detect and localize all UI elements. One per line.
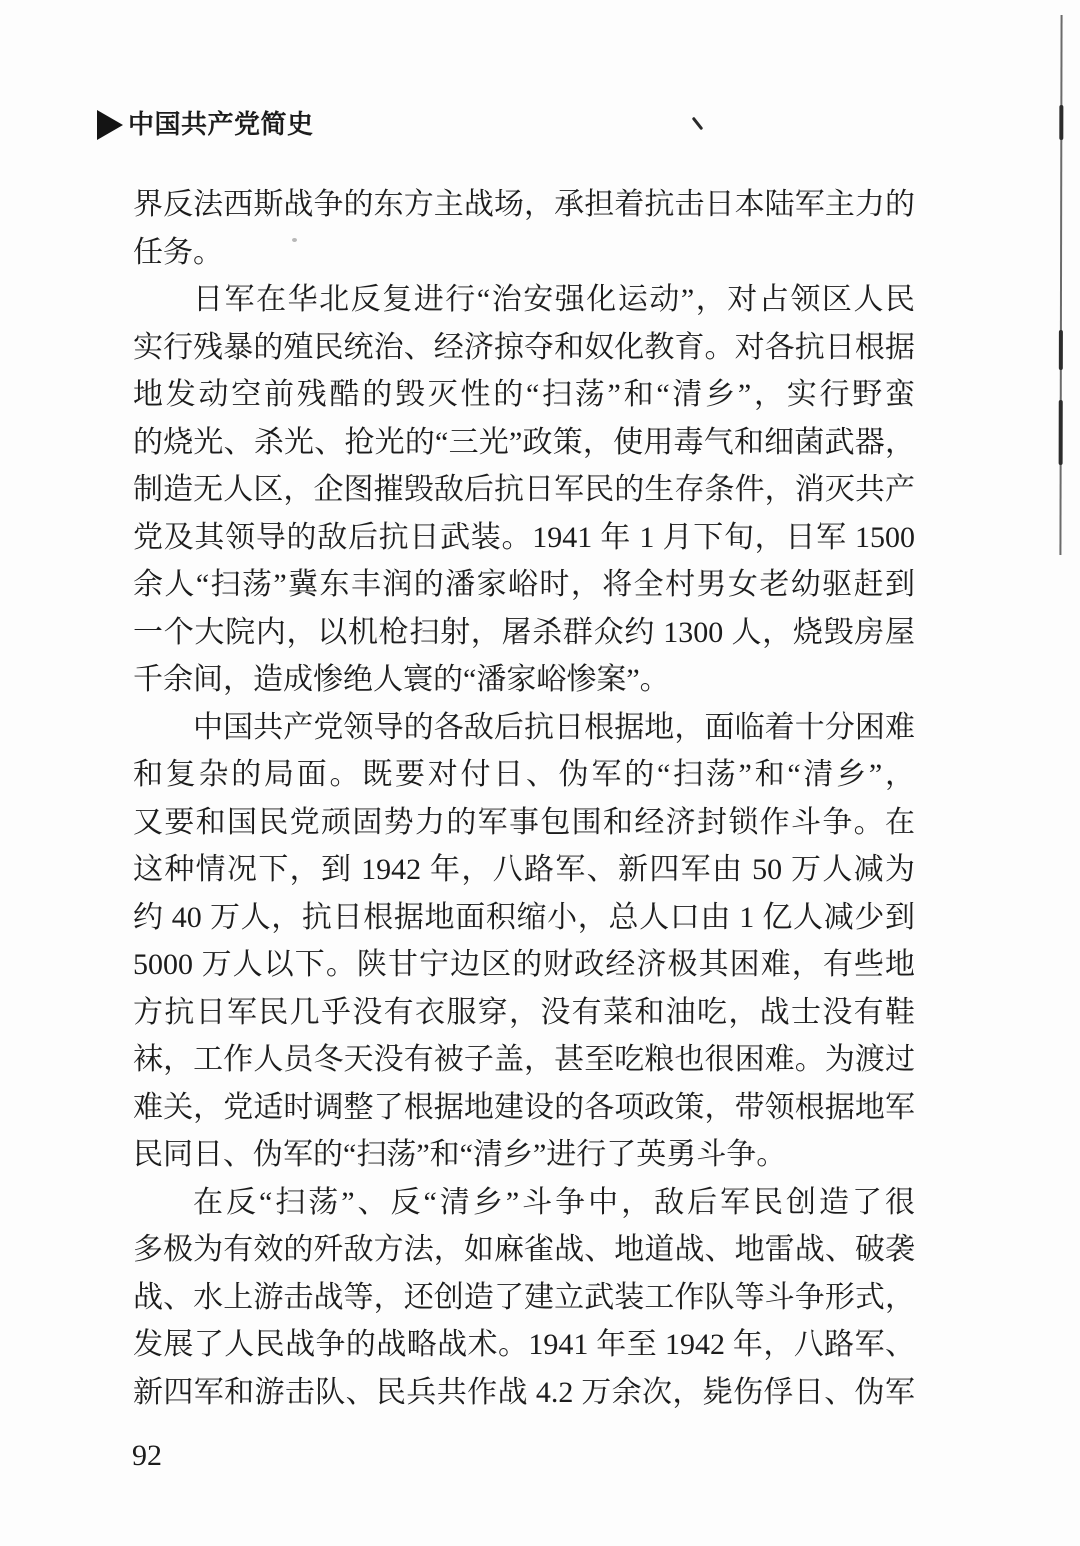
text-line: 战、水上游击战等，还创造了建立武装工作队等斗争形式， xyxy=(133,1280,915,1314)
text-line: 日军在华北反复进行“治安强化运动”，对占领区人民 xyxy=(193,283,915,316)
text-line: 地发动空前残酷的毁灭性的“扫荡”和“清乡”，实行野蛮 xyxy=(133,378,915,411)
scan-edge-blob xyxy=(1059,330,1063,370)
text-line: 实行残暴的殖民统治、经济掠夺和奴化教育。对各抗日根据 xyxy=(133,330,915,364)
text-line: 一个大院内，以机枪扫射，屠杀群众约 1300 人，烧毁房屋 xyxy=(133,615,915,649)
text-line: 这种情况下，到 1942 年，八路军、新四军由 50 万人减为 xyxy=(133,853,915,886)
text-line: 又要和国民党顽固势力的军事包围和经济封锁作斗争。在 xyxy=(133,805,915,839)
text-line: 党及其领导的敌后抗日武装。1941 年 1 月下旬，日军 1500 xyxy=(133,520,915,554)
text-line: 5000 万人以下。陕甘宁边区的财政经济极其困难，有些地 xyxy=(133,948,915,981)
text-line: 难关，党适时调整了根据地建设的各项政策，带领根据地军 xyxy=(133,1090,915,1124)
text-line: 民同日、伪军的“扫荡”和“清乡”进行了英勇斗争。 xyxy=(133,1138,787,1171)
scan-stray-mark xyxy=(692,117,704,131)
text-line: 发展了人民战争的战略战术。1941 年至 1942 年，八路军、 xyxy=(133,1328,915,1361)
text-line: 任务。 xyxy=(133,235,223,269)
text-line: 界反法西斯战争的东方主战场，承担着抗击日本陆军主力的 xyxy=(133,188,915,221)
text-line: 制造无人区，企图摧毁敌后抗日军民的生存条件，消灭共产 xyxy=(133,473,915,506)
booklet-title: 中国共产党简史 xyxy=(128,110,314,139)
text-line: 袜，工作人员冬天没有被子盖，甚至吃粮也很困难。为渡过 xyxy=(133,1043,915,1076)
body-text xyxy=(133,181,915,1416)
text-line: 新四军和游击队、民兵共作战 4.2 万余次，毙伤俘日、伪军 xyxy=(133,1375,915,1409)
text-line: 中国共产党领导的各敌后抗日根据地，面临着十分困难 xyxy=(193,710,915,744)
scan-edge-blob xyxy=(1059,400,1063,465)
text-line: 多极为有效的歼敌方法，如麻雀战、地道战、地雷战、破袭 xyxy=(133,1233,915,1266)
text-line: 约 40 万人，抗日根据地面积缩小，总人口由 1 亿人减少到 xyxy=(133,900,915,934)
text-line: 的烧光、杀光、抢光的“三光”政策，使用毒气和细菌武器， xyxy=(133,425,915,459)
text-line: 余人“扫荡”冀东丰润的潘家峪时，将全村男女老幼驱赶到 xyxy=(133,568,915,601)
text-line: 千余间，造成惨绝人寰的“潘家峪惨案”。 xyxy=(133,663,670,696)
scan-edge-blob xyxy=(1059,105,1063,140)
right-triangle-icon xyxy=(97,110,123,140)
text-line: 和复杂的局面。既要对付日、伪军的“扫荡”和“清乡”， xyxy=(133,758,915,791)
text-line: 方抗日军民几乎没有衣服穿，没有菜和油吃，战士没有鞋 xyxy=(133,995,915,1029)
running-header xyxy=(97,108,314,142)
text-line: 在反“扫荡”、反“清乡”斗争中，敌后军民创造了很 xyxy=(193,1185,915,1219)
scan-page-edge-line xyxy=(1059,15,1062,555)
page-number: 92 xyxy=(132,1439,162,1472)
